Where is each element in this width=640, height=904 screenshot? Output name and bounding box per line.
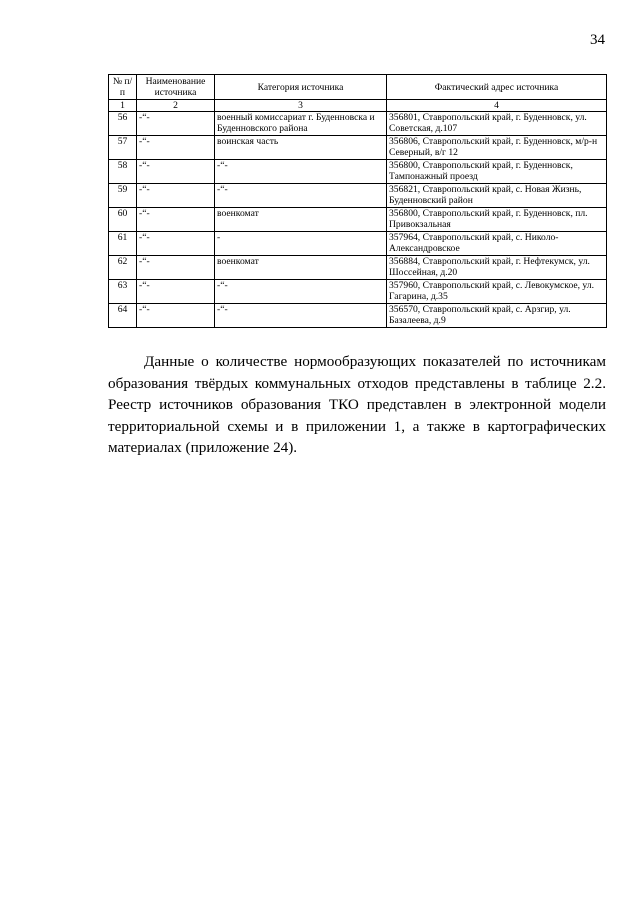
- row-number: 64: [109, 304, 137, 328]
- source-name: -“-: [137, 304, 215, 328]
- table-row: [109, 112, 607, 136]
- source-name: -“-: [137, 280, 215, 304]
- table-row: [109, 208, 607, 232]
- row-number: 62: [109, 256, 137, 280]
- source-category: военный комиссариат г. Буденновска и Буденновского района: [215, 112, 387, 136]
- column-number-row: [109, 100, 607, 112]
- source-category: -“-: [215, 280, 387, 304]
- row-number: 63: [109, 280, 137, 304]
- source-address: 356800, Ставропольский край, г. Буденновск, Тампонажный проезд: [387, 160, 607, 184]
- source-address: 356801, Ставропольский край, г. Буденновск, ул. Советская, д.107: [387, 112, 607, 136]
- source-category: военкомат: [215, 256, 387, 280]
- table-row: [109, 136, 607, 160]
- source-name: -“-: [137, 136, 215, 160]
- header-source-category: Категория источника: [215, 75, 387, 100]
- source-category: воинская часть: [215, 136, 387, 160]
- source-name: -“-: [137, 232, 215, 256]
- header-source-name: Наименование источника: [137, 75, 215, 100]
- table-body: [109, 100, 607, 328]
- row-number: 58: [109, 160, 137, 184]
- table-row: [109, 232, 607, 256]
- column-number: 3: [215, 100, 387, 112]
- source-address: 357960, Ставропольский край, с. Левокумское, ул. Гагарина, д.35: [387, 280, 607, 304]
- row-number: 59: [109, 184, 137, 208]
- table-row: [109, 304, 607, 328]
- row-number: 61: [109, 232, 137, 256]
- source-address: 356800, Ставропольский край, г. Буденновск, пл. Привокзальная: [387, 208, 607, 232]
- table-header: [109, 75, 607, 100]
- column-number: 2: [137, 100, 215, 112]
- table-row: [109, 160, 607, 184]
- header-source-address: Фактический адрес источника: [387, 75, 607, 100]
- row-number: 56: [109, 112, 137, 136]
- row-number: 57: [109, 136, 137, 160]
- source-category: -: [215, 232, 387, 256]
- table-row: [109, 280, 607, 304]
- body-paragraph: Данные о количестве нормообразующих показателей по источникам образования твёрдых коммунальных отходов представлены в таблице 2.2. Реестр источников образования ТКО представлен в электронной модели территориальной схемы и в приложении 1, а также в картографических материалах (приложение 24).: [108, 353, 606, 456]
- column-number: 4: [387, 100, 607, 112]
- source-name: -“-: [137, 160, 215, 184]
- source-category: -“-: [215, 184, 387, 208]
- source-category: -“-: [215, 304, 387, 328]
- row-number: 60: [109, 208, 137, 232]
- source-name: -“-: [137, 112, 215, 136]
- source-name: -“-: [137, 184, 215, 208]
- source-address: 356806, Ставропольский край, г. Буденновск, м/р-н Северный, в/г 12: [387, 136, 607, 160]
- header-number: № п/п: [109, 75, 137, 100]
- sources-table: [108, 74, 607, 328]
- source-name: -“-: [137, 256, 215, 280]
- source-address: 357964, Ставропольский край, с. Николо-Александровское: [387, 232, 607, 256]
- source-name: -“-: [137, 208, 215, 232]
- source-category: -“-: [215, 160, 387, 184]
- page-number: 34: [590, 32, 605, 48]
- source-category: военкомат: [215, 208, 387, 232]
- table-row: [109, 184, 607, 208]
- source-address: 356821, Ставропольский край, с. Новая Жизнь, Буденновский район: [387, 184, 607, 208]
- table-row: [109, 256, 607, 280]
- column-number: 1: [109, 100, 137, 112]
- source-address: 356570, Ставропольский край, с. Арзгир, ул. Базалеева, д.9: [387, 304, 607, 328]
- source-address: 356884, Ставропольский край, г. Нефтекумск, ул. Шоссейная, д.20: [387, 256, 607, 280]
